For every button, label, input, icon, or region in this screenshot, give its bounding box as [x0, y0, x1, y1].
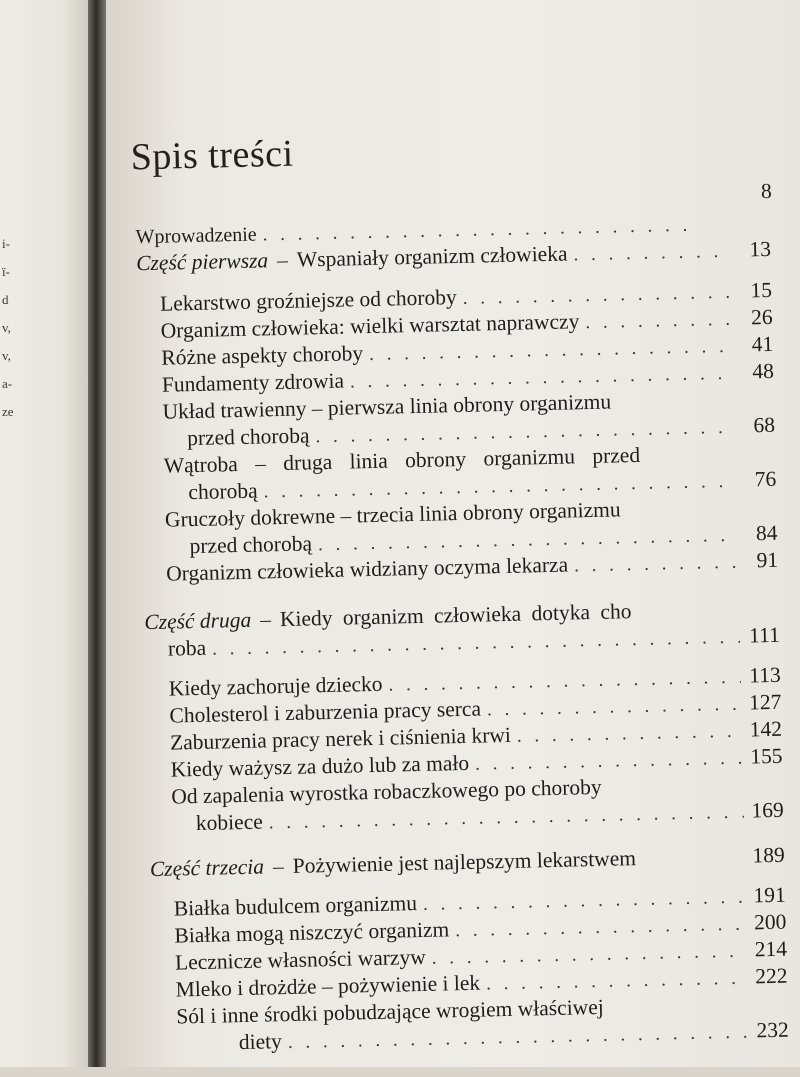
toc-entry-title: Wątroba – druga linia obrony organizmu przed — [163, 442, 641, 478]
left-page-fragment: d — [2, 292, 9, 307]
part-label: Część pierwsza — [135, 248, 269, 276]
toc-page-number: 200 — [753, 909, 787, 935]
toc-part-heading — [150, 841, 785, 883]
part-dash: – — [272, 854, 284, 879]
toc-entry-title: Różne aspekty choroby — [161, 341, 364, 370]
left-page-fragment: v, — [2, 320, 11, 335]
toc-page-number: 15 — [750, 277, 773, 303]
left-page-fragment: v, — [2, 348, 11, 363]
part-title-cont: roba — [167, 635, 207, 661]
toc-entry-title: Układ trawienny – pierwsza linia obrony organizmu — [162, 389, 612, 424]
toc-page-number: 84 — [755, 520, 778, 546]
leader-dots — [573, 238, 731, 270]
toc-page-number: 191 — [753, 882, 786, 908]
toc-entry-title: Zaburzenia pracy nerek i ciśnienia krwi — [169, 722, 512, 755]
toc-page-number: 91 — [756, 547, 779, 573]
toc-page-number: 222 — [755, 963, 788, 989]
toc-entry-title: Lekarstwo groźniejsze od choroby — [159, 285, 458, 316]
toc-page-number: 13 — [749, 236, 772, 262]
toc-entry-title: Kiedy ważysz za dużo lub za mało — [170, 750, 470, 782]
toc-entry-title: Lecznicze własności warzyw — [174, 944, 426, 975]
toc-page-number: 189 — [752, 842, 786, 868]
toc-entry-title: Białka mogą niszczyć organizm — [174, 917, 450, 948]
left-page-fragment: ï- — [2, 264, 10, 279]
toc-page-number: 142 — [749, 716, 783, 742]
part-label: Część druga — [144, 607, 252, 635]
leader-dots — [486, 965, 748, 999]
toc-entry-title: Białka budulcem organizmu — [173, 891, 418, 921]
leader-dots — [574, 549, 739, 581]
toc-page-number: 76 — [754, 466, 777, 492]
page-title: Spis treści — [130, 132, 294, 179]
toc-entry-title-cont: przed chorobą — [189, 531, 313, 559]
part-title: Pożywienie jest najlepszym lekarstwem — [292, 846, 637, 878]
toc-entry-title-cont: diety — [238, 1029, 283, 1055]
left-page-fragment: a- — [2, 376, 13, 391]
toc-entry-title: Od zapalenia wyrostka robaczkowego po choroby — [171, 774, 602, 809]
part-dash: – — [276, 247, 289, 273]
part-label: Część trzecia — [149, 854, 265, 882]
leader-dots — [475, 745, 743, 779]
toc-entry-title: Wprowadzenie — [135, 223, 257, 249]
toc-entry-title-cont: przed chorobą — [186, 423, 310, 451]
toc-entry-title: Cholesterol i zaburzenia pracy serca — [169, 696, 482, 728]
toc-page-number: 111 — [748, 622, 781, 648]
toc-page-number: 8 — [760, 178, 772, 204]
part-title: Wspaniały organizm człowieka — [296, 241, 568, 272]
toc-page-number: 48 — [752, 358, 775, 384]
toc-page-number: 169 — [751, 797, 785, 823]
toc-page-number: 113 — [748, 662, 781, 688]
part-dash: – — [259, 607, 272, 632]
part-title: Kiedy organizm człowieka dotyka cho — [279, 599, 632, 632]
toc-page-number: 232 — [756, 1017, 790, 1043]
left-page-fragment: i- — [2, 236, 10, 251]
toc-entry-title: Fundamenty zdrowia — [161, 368, 345, 397]
toc-page-number: 26 — [750, 304, 773, 330]
toc-entry-title-cont: kobiece — [195, 809, 264, 836]
toc-entry-title: Organizm człowieka widziany oczyma lekarza — [165, 552, 569, 586]
toc-entry-title: Gruczoły dokrewne – trzecia linia obrony organizmu — [164, 497, 621, 532]
toc-page-number: 214 — [754, 936, 788, 962]
toc-entry-title: Sól i inne środki pobudzające wrogiem właściwej — [176, 994, 604, 1029]
toc-entry-title: Organizm człowieka: wielki warsztat naprawczy — [160, 309, 580, 343]
toc-entry-title: Kiedy zachoruje dziecko — [168, 671, 383, 701]
toc-page-number: 68 — [753, 412, 776, 438]
toc-page-number: 41 — [751, 331, 774, 357]
toc-entry-title-cont: chorobą — [188, 478, 258, 505]
toc-page-number: 155 — [750, 743, 783, 769]
toc-entry-title: Mleko i drożdże – pożywienie i lek — [175, 970, 481, 1002]
left-page-fragment: ze — [2, 404, 14, 419]
toc-page-number: 127 — [748, 689, 782, 715]
